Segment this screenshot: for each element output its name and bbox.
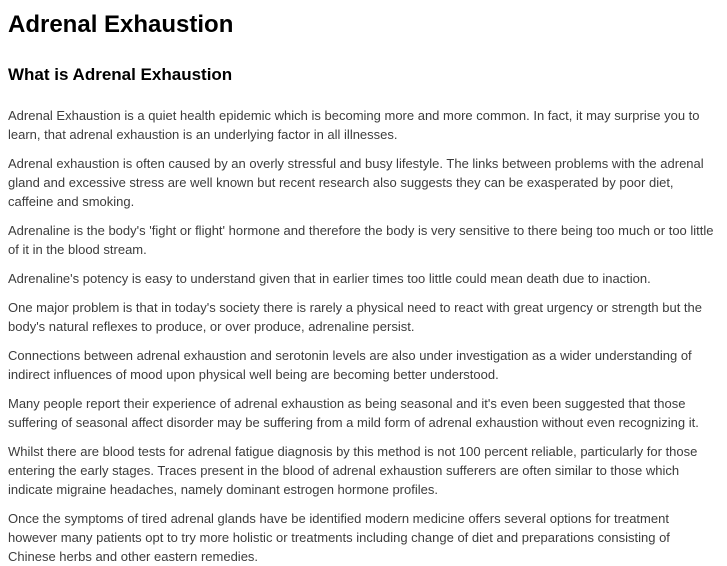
paragraph-causes: Adrenal exhaustion is often caused by an overly stressful and busy lifestyle. The links between problems with the adrenal gland and excessive stress are well known but recent research also suggests they can be exasperated by poor diet, caffeine and smoking. <box>8 156 704 209</box>
paragraph-adrenaline-hormone: Adrenaline is the body's 'fight or flight' hormone and therefore the body is very sensitive to there being too much or too little of it in the blood stream. <box>8 223 714 257</box>
section-heading: What is Adrenal Exhaustion <box>8 65 233 84</box>
page-title: Adrenal Exhaustion <box>8 11 234 38</box>
paragraph-serotonin: Connections between adrenal exhaustion and serotonin levels are also under investigation as a wider understanding of indirect influences of mood upon physical well being are becoming better understood. <box>8 348 692 382</box>
paragraph-intro: Adrenal Exhaustion is a quiet health epidemic which is becoming more and more common. In fact, it may surprise you to learn, that adrenal exhaustion is an underlying factor in all illnesses. <box>8 108 700 142</box>
paragraph-blood-tests: Whilst there are blood tests for adrenal fatigue diagnosis by this method is not 100 percent reliable, particularly for those entering the early stages. Traces present in the blood of adrenal exhaustion sufferers are often similar to those which indicate migraine headaches, namely dominant estrogen hormone profiles. <box>8 444 698 497</box>
paragraph-treatment: Once the symptoms of tired adrenal glands have be identified modern medicine offers several options for treatment however many patients opt to try more holistic or treatments including change of diet and preparations consisting of Chinese herbs and other eastern remedies. <box>8 511 670 564</box>
paragraph-seasonal: Many people report their experience of adrenal exhaustion as being seasonal and it's even been suggested that those suffering of seasonal affect disorder may be suffering from a mild form of adrenal exhaustion without even recognizing it. <box>8 396 699 430</box>
paragraph-major-problem: One major problem is that in today's society there is rarely a physical need to react with great urgency or strength but the body's natural reflexes to produce, or over produce, adrenaline persist. <box>8 300 702 334</box>
paragraph-potency: Adrenaline's potency is easy to understand given that in earlier times too little could mean death due to inaction. <box>8 271 651 286</box>
